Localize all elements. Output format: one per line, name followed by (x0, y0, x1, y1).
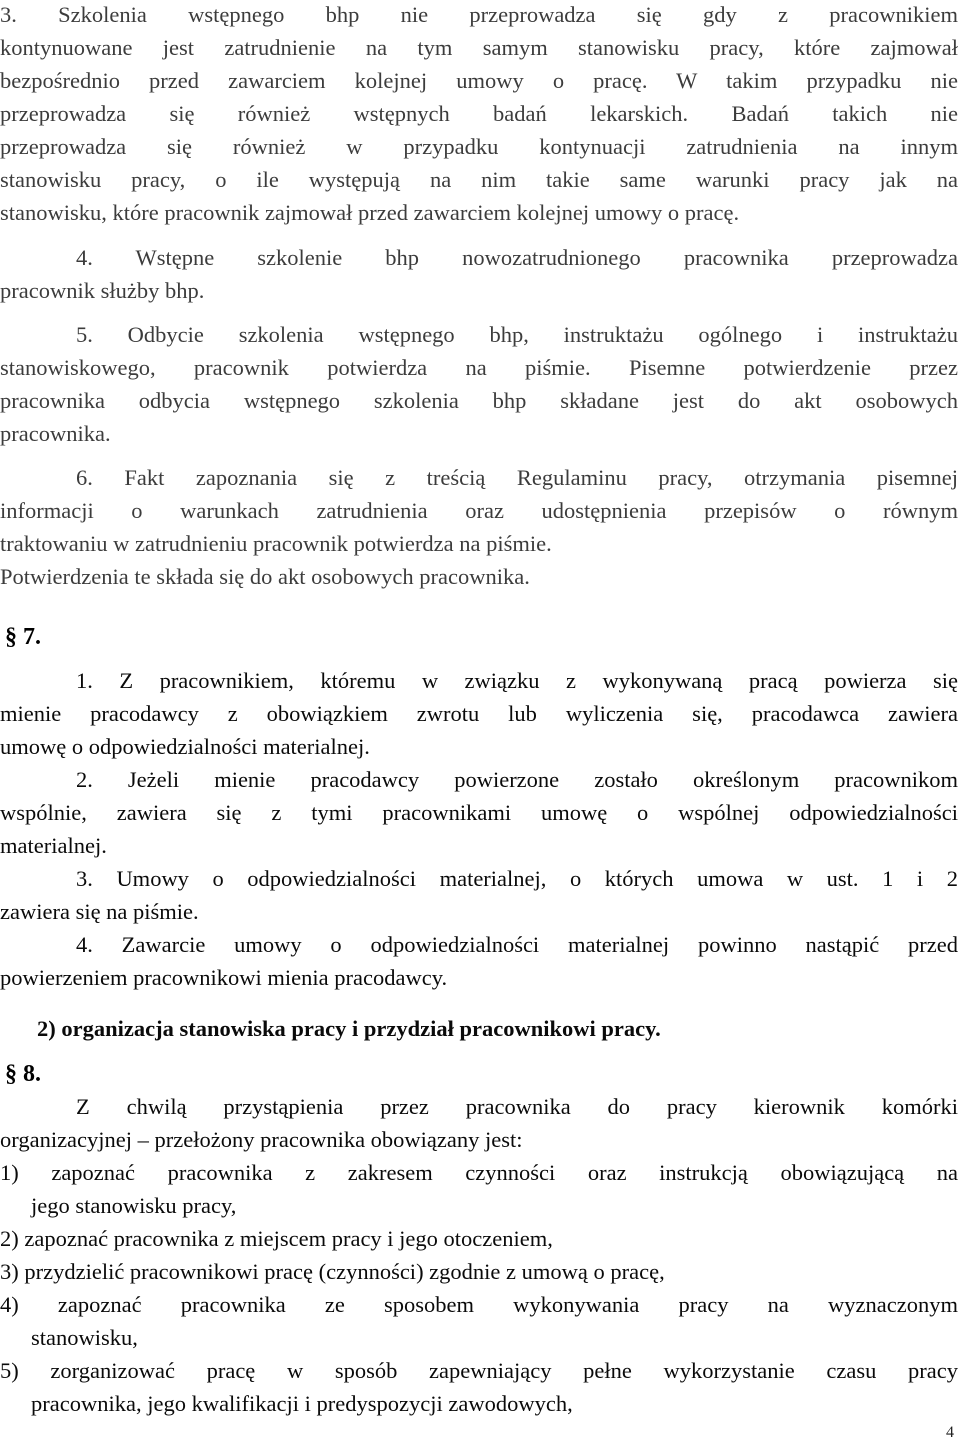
paragraph-3-line: stanowisku pracy, o ile występują na nim takie same warunki pracy jak na (0, 167, 958, 192)
section-heading: 2) organizacja stanowiska pracy i przydział pracownikowi pracy. (37, 1016, 661, 1041)
list-item: 5) zorganizować pracę w sposób zapewniający pełne wykorzystanie czasu pracy (0, 1358, 958, 1383)
paragraph-3-line: bezpośrednio przed zawarciem kolejnej umowy o pracę. W takim przypadku nie (0, 68, 958, 93)
list-item-continuation: pracownika, jego kwalifikacji i predyspozycji zawodowych, (31, 1391, 573, 1416)
section-7-line: wspólnie, zawiera się z tymi pracownikami umowę o wspólnej odpowiedzialności (0, 800, 958, 825)
section-7-line: 1. Z pracownikiem, któremu w związku z wykonywaną pracą powierza się (76, 668, 958, 693)
paragraph-6-line: 6. Fakt zapoznania się z treścią Regulaminu pracy, otrzymania pisemnej (76, 465, 958, 490)
paragraph-5-line: 5. Odbycie szkolenia wstępnego bhp, instruktażu ogólnego i instruktażu (76, 322, 958, 347)
paragraph-3-line: przeprowadza się również wstępnych badań lekarskich. Badań takich nie (0, 101, 958, 126)
section-7-mark: § 7. (5, 624, 41, 650)
list-item: 4) zapoznać pracownika ze sposobem wykonywania pracy na wyznaczonym (0, 1292, 958, 1317)
section-8-line: organizacyjnej – przełożony pracownika obowiązany jest: (0, 1127, 523, 1152)
paragraph-3-line: przeprowadza się również w przypadku kontynuacji zatrudnienia na innym (0, 134, 958, 159)
page-number: 4 (946, 1424, 954, 1441)
section-7-line: mienie pracodawcy z obowiązkiem zwrotu lub wyliczenia się, pracodawca zawiera (0, 701, 958, 726)
list-item-continuation: stanowisku, (31, 1325, 138, 1350)
section-7-line: 4. Zawarcie umowy o odpowiedzialności materialnej powinno nastąpić przed (76, 932, 958, 957)
paragraph-5-line: stanowiskowego, pracownik potwierdza na piśmie. Pisemne potwierdzenie przez (0, 355, 958, 380)
paragraph-4-line: pracownik służby bhp. (0, 278, 205, 303)
section-7-line: zawiera się na piśmie. (0, 899, 199, 924)
paragraph-6-line: Potwierdzenia te składa się do akt osobowych pracownika. (0, 564, 530, 589)
list-item: 2) zapoznać pracownika z miejscem pracy i jego otoczeniem, (0, 1226, 553, 1251)
section-7-line: 3. Umowy o odpowiedzialności materialnej, o których umowa w ust. 1 i 2 (76, 866, 958, 891)
section-7-line: 2. Jeżeli mienie pracodawcy powierzone zostało określonym pracownikom (76, 767, 958, 792)
paragraph-3-line: kontynuowane jest zatrudnienie na tym samym stanowisku pracy, które zajmował (0, 35, 958, 60)
paragraph-3-line: stanowisku, które pracownik zajmował przed zawarciem kolejnej umowy o pracę. (0, 200, 740, 225)
paragraph-4-line: 4. Wstępne szkolenie bhp nowozatrudnionego pracownika przeprowadza (76, 245, 958, 270)
list-item: 3) przydzielić pracownikowi pracę (czynności) zgodnie z umową o pracę, (0, 1259, 665, 1284)
section-7-line: powierzeniem pracownikowi mienia pracodawcy. (0, 965, 448, 990)
section-7-line: umowę o odpowiedzialności materialnej. (0, 734, 370, 759)
section-8-line: Z chwilą przystąpienia przez pracownika do pracy kierownik komórki (76, 1094, 958, 1119)
paragraph-5-line: pracownika odbycia wstępnego szkolenia bhp składane jest do akt osobowych (0, 388, 958, 413)
paragraph-5-line: pracownika. (0, 421, 111, 446)
paragraph-6-line: informacji o warunkach zatrudnienia oraz udostępnienia przepisów o równym (0, 498, 958, 523)
paragraph-3-line: 3. Szkolenia wstępnego bhp nie przeprowadza się gdy z pracownikiem (0, 2, 958, 27)
section-8-mark: § 8. (5, 1061, 41, 1087)
list-item: 1) zapoznać pracownika z zakresem czynności oraz instrukcją obowiązującą na (0, 1160, 958, 1185)
paragraph-6-line: traktowaniu w zatrudnieniu pracownik potwierdza na piśmie. (0, 531, 552, 556)
list-item-continuation: jego stanowisku pracy, (31, 1193, 237, 1218)
section-7-line: materialnej. (0, 833, 107, 858)
